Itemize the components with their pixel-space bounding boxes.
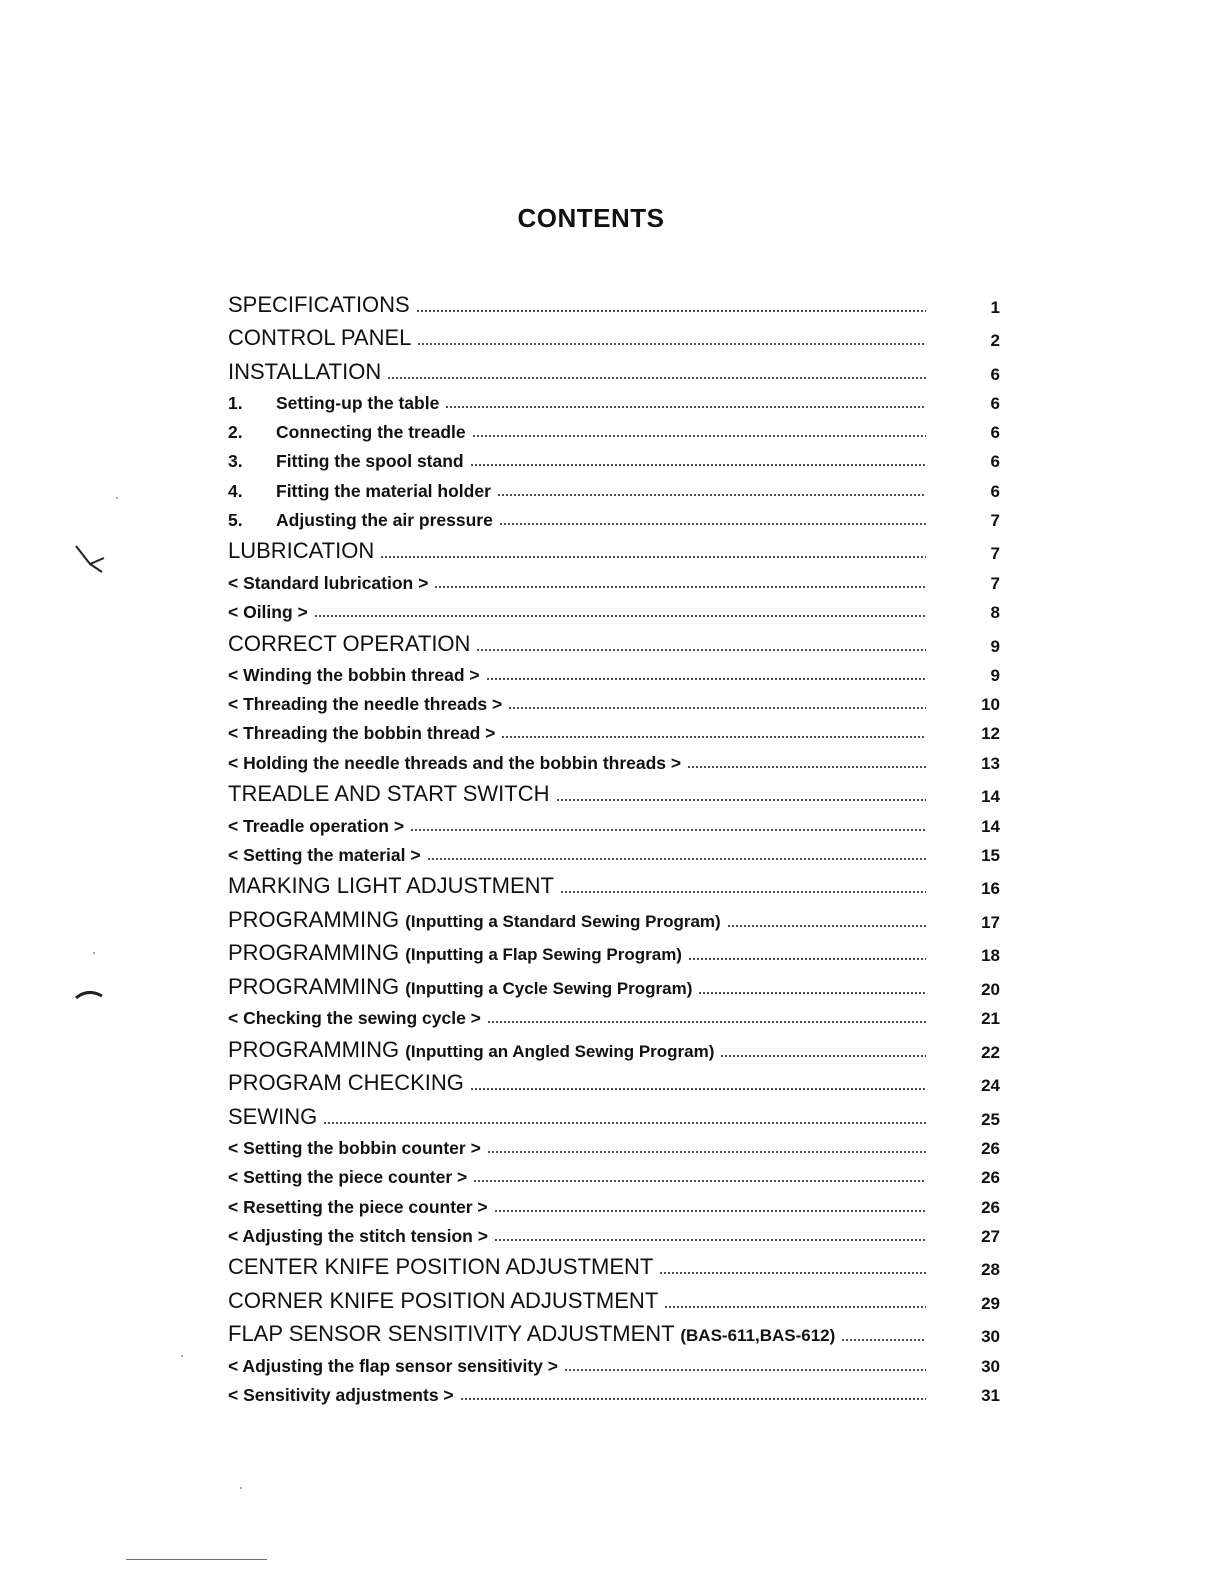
page-number: 6: [990, 423, 1000, 443]
toc-entry[interactable]: [228, 899, 1000, 933]
page-edge-line: [126, 1559, 267, 1560]
entry-text: PROGRAMMING: [228, 940, 400, 966]
page-number: 13: [981, 753, 1000, 773]
scan-speck: [181, 1355, 183, 1357]
toc-entry[interactable]: [228, 933, 1000, 967]
toc-entry[interactable]: [228, 1377, 1000, 1406]
entry-text: FLAP SENSOR SENSITIVITY ADJUSTMENT: [228, 1321, 675, 1347]
page-number: 14: [981, 787, 1000, 807]
dot-leader: [687, 766, 926, 768]
toc-entry[interactable]: [228, 774, 1000, 808]
entry-label: [228, 1037, 714, 1063]
dot-leader: [314, 615, 926, 617]
entry-label: INSTALLATION: [228, 358, 382, 384]
scan-speck: [240, 1487, 242, 1489]
dot-leader: [417, 343, 926, 345]
entry-text: PROGRAMMING: [228, 1036, 400, 1062]
entry-number: 4.: [228, 480, 243, 501]
toc-entry[interactable]: [228, 837, 1000, 866]
toc-entry[interactable]: [228, 443, 1000, 472]
entry-subtitle: (Inputting an Angled Sewing Program): [405, 1041, 715, 1061]
entry-label: CORNER KNIFE POSITION ADJUSTMENT: [228, 1287, 659, 1313]
scan-speck: [93, 952, 95, 954]
page-number: 26: [981, 1138, 1000, 1158]
page-number: 14: [981, 816, 1000, 836]
dot-leader: [659, 1272, 926, 1274]
entry-label: < Adjusting the flap sensor sensitivity >: [228, 1355, 558, 1376]
toc-entry[interactable]: [228, 807, 1000, 836]
entry-label: < Holding the needle threads and the bobbin threads >: [228, 752, 682, 773]
entry-label: [228, 422, 466, 443]
page-number: 30: [981, 1327, 1000, 1347]
toc-entry[interactable]: [228, 1063, 1000, 1097]
dot-leader: [501, 736, 926, 738]
page-number: 26: [981, 1168, 1000, 1188]
toc-entry[interactable]: [228, 1130, 1000, 1159]
entry-label: SEWING: [228, 1103, 318, 1129]
dot-leader: [470, 464, 926, 466]
entry-number: 1.: [228, 392, 243, 413]
page-number: 22: [981, 1042, 1000, 1062]
scan-mark-curve: [74, 986, 106, 1002]
dot-leader: [434, 586, 926, 588]
toc-entry[interactable]: [228, 1096, 1000, 1130]
page-number: 24: [981, 1076, 1000, 1096]
toc-entry[interactable]: [228, 744, 1000, 773]
toc-entry[interactable]: [228, 966, 1000, 1000]
toc-entry[interactable]: [228, 686, 1000, 715]
page-number: 18: [981, 946, 1000, 966]
entry-text: Fitting the material holder: [276, 480, 491, 501]
entry-label: < Winding the bobbin thread >: [228, 664, 480, 685]
page-number: 27: [981, 1226, 1000, 1246]
table-of-contents: [228, 284, 1000, 1406]
dot-leader: [445, 406, 926, 408]
page-number: 8: [990, 603, 1000, 623]
toc-entry[interactable]: [228, 531, 1000, 565]
entry-label: [228, 974, 692, 1000]
dot-leader: [380, 556, 926, 558]
dot-leader: [494, 1210, 926, 1212]
page-number: 6: [990, 481, 1000, 501]
entry-number: 5.: [228, 509, 243, 530]
dot-leader: [698, 992, 926, 994]
dot-leader: [508, 707, 926, 709]
dot-leader: [487, 1151, 926, 1153]
entry-label: [228, 481, 491, 502]
toc-entry[interactable]: [228, 318, 1000, 352]
entry-text: PROGRAMMING: [228, 906, 400, 932]
entry-text: Adjusting the air pressure: [276, 509, 493, 530]
entry-label: < Threading the bobbin thread >: [228, 723, 496, 744]
dot-leader: [564, 1369, 926, 1371]
scan-speck: [116, 497, 118, 499]
dot-leader: [720, 1055, 926, 1057]
entry-text: Setting-up the table: [276, 392, 440, 413]
page-number: 10: [981, 695, 1000, 715]
dot-leader: [497, 494, 926, 496]
entry-label: < Resetting the piece counter >: [228, 1196, 488, 1217]
toc-entry[interactable]: [228, 866, 1000, 900]
page-number: 7: [990, 544, 1000, 564]
scan-mark-arrow: [74, 544, 108, 574]
toc-entry[interactable]: [228, 1247, 1000, 1281]
entry-label: [228, 451, 464, 472]
page-number: 15: [981, 845, 1000, 865]
dot-leader: [476, 649, 926, 651]
toc-entry[interactable]: [228, 564, 1000, 593]
toc-entry[interactable]: [228, 594, 1000, 623]
entry-subtitle: (Inputting a Flap Sewing Program): [405, 945, 682, 965]
toc-entry[interactable]: [228, 1280, 1000, 1314]
dot-leader: [416, 310, 926, 312]
page-number: 7: [990, 510, 1000, 530]
entry-label: PROGRAM CHECKING: [228, 1070, 464, 1096]
page-title: CONTENTS: [517, 203, 665, 233]
entry-label: LUBRICATION: [228, 538, 375, 564]
page-number: 7: [990, 573, 1000, 593]
page-number: 6: [990, 452, 1000, 472]
toc-entry[interactable]: [228, 414, 1000, 443]
dot-leader: [499, 523, 926, 525]
page-number: 6: [990, 364, 1000, 384]
entry-label: < Sensitivity adjustments >: [228, 1384, 454, 1405]
entry-label: < Setting the material >: [228, 844, 421, 865]
dot-leader: [841, 1339, 926, 1341]
page-number: 30: [981, 1356, 1000, 1376]
toc-entry[interactable]: [228, 715, 1000, 744]
entry-number: 3.: [228, 451, 243, 472]
dot-leader: [487, 1021, 926, 1023]
entry-label: < Oiling >: [228, 602, 308, 623]
entry-label: < Threading the needle threads >: [228, 694, 503, 715]
dot-leader: [387, 377, 926, 379]
entry-label: < Setting the bobbin counter >: [228, 1137, 481, 1158]
page-number: 16: [981, 879, 1000, 899]
dot-leader: [560, 891, 926, 893]
entry-label: < Standard lubrication >: [228, 572, 429, 593]
toc-entry[interactable]: [228, 1314, 1000, 1348]
page-number: 31: [981, 1385, 1000, 1405]
entry-label: CENTER KNIFE POSITION ADJUSTMENT: [228, 1254, 654, 1280]
toc-entry[interactable]: [228, 623, 1000, 657]
page-number: 17: [981, 912, 1000, 932]
entry-label: < Checking the sewing cycle >: [228, 1008, 481, 1029]
dot-leader: [664, 1306, 926, 1308]
entry-text: Fitting the spool stand: [276, 451, 464, 472]
dot-leader: [688, 958, 926, 960]
entry-text: Connecting the treadle: [276, 422, 466, 443]
page-number: 26: [981, 1197, 1000, 1217]
toc-entry[interactable]: [228, 1188, 1000, 1217]
page-number: 2: [990, 331, 1000, 350]
toc-entry[interactable]: [228, 472, 1000, 501]
page-number: 21: [981, 1009, 1000, 1029]
page-number: 20: [981, 979, 1000, 999]
toc-entry[interactable]: [228, 657, 1000, 686]
entry-label: [228, 510, 493, 531]
dot-leader: [460, 1398, 926, 1400]
dot-leader: [323, 1122, 926, 1124]
toc-entry[interactable]: [228, 284, 1000, 318]
page-number: 12: [981, 724, 1000, 744]
toc-entry[interactable]: [228, 1000, 1000, 1029]
dot-leader: [410, 829, 926, 831]
page-number: 28: [981, 1260, 1000, 1280]
toc-entry[interactable]: [228, 502, 1000, 531]
entry-label: SPECIFICATIONS: [228, 291, 410, 317]
dot-leader: [472, 435, 926, 437]
entry-label: [228, 393, 439, 414]
entry-subtitle: (BAS-611,BAS-612): [680, 1326, 836, 1346]
page-number: 6: [990, 393, 1000, 413]
entry-label: < Treadle operation >: [228, 815, 405, 836]
toc-entry[interactable]: [228, 1218, 1000, 1247]
entry-label: CORRECT OPERATION: [228, 630, 471, 656]
entry-label: MARKING LIGHT ADJUSTMENT: [228, 873, 554, 899]
dot-leader: [427, 858, 926, 860]
page-number: 9: [990, 665, 1000, 685]
toc-entry[interactable]: [228, 351, 1000, 385]
entry-label: [228, 1321, 835, 1347]
entry-label: [228, 907, 721, 933]
page-number: 25: [981, 1109, 1000, 1129]
entry-label: TREADLE AND START SWITCH: [228, 781, 550, 807]
entry-label: < Adjusting the stitch tension >: [228, 1225, 488, 1246]
entry-subtitle: (Inputting a Cycle Sewing Program): [405, 978, 693, 998]
toc-entry[interactable]: [228, 1029, 1000, 1063]
page-number: 9: [990, 636, 1000, 656]
dot-leader: [556, 799, 927, 801]
entry-label: CONTROL PANEL: [228, 325, 412, 350]
page-number: 29: [981, 1293, 1000, 1313]
entry-subtitle: (Inputting a Standard Sewing Program): [405, 911, 721, 931]
toc-entry[interactable]: [228, 1159, 1000, 1188]
entry-label: < Setting the piece counter >: [228, 1167, 468, 1188]
page-number: 1: [990, 297, 1000, 317]
dot-leader: [486, 678, 926, 680]
dot-leader: [727, 925, 926, 927]
entry-number: 2.: [228, 422, 243, 443]
entry-text: PROGRAMMING: [228, 973, 400, 999]
toc-entry[interactable]: [228, 385, 1000, 414]
dot-leader: [473, 1180, 926, 1182]
entry-label: [228, 940, 682, 966]
toc-entry[interactable]: [228, 1347, 1000, 1376]
dot-leader: [494, 1239, 926, 1241]
dot-leader: [470, 1088, 926, 1090]
